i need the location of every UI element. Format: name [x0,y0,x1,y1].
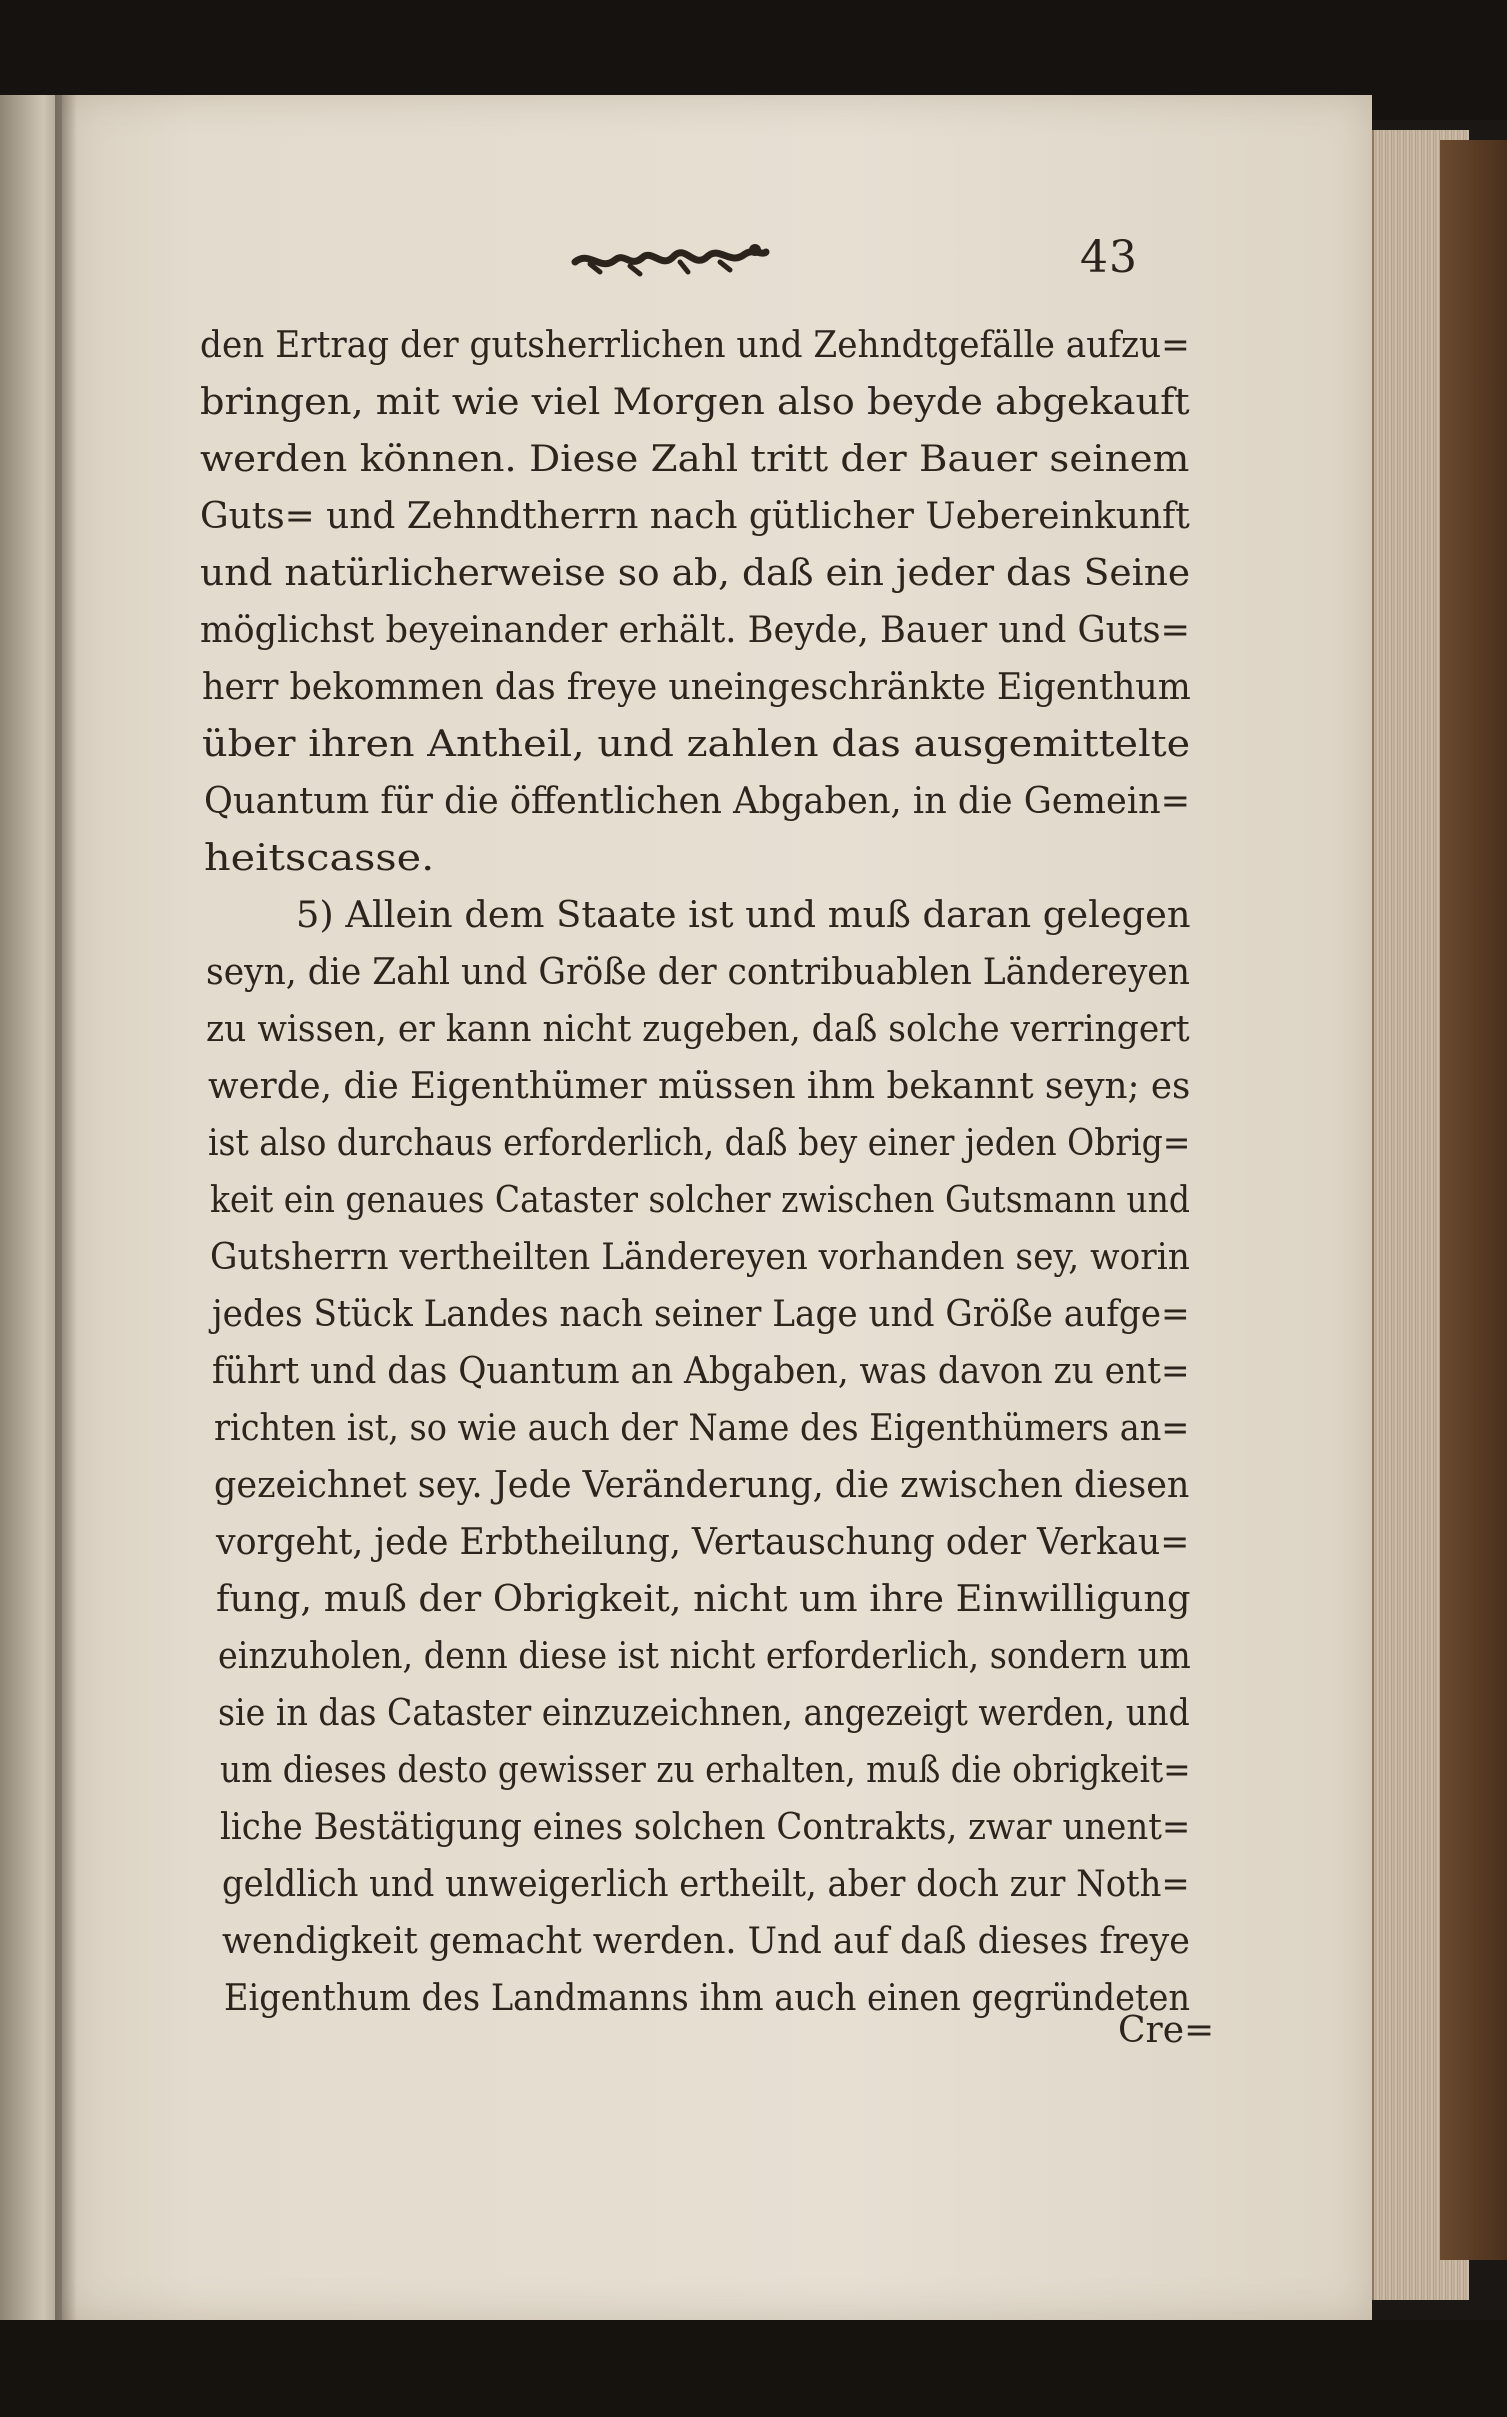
book-cover-edge [1440,140,1507,2260]
text-line: liche Bestätigung eines solchen Contrakts, zwar unent= [220,1807,1191,1848]
text-line: zu wissen, er kann nicht zugeben, daß solche verringert [206,1009,1190,1050]
text-line: jedes Stück Landes nach seiner Lage und Größe aufge= [212,1294,1190,1335]
text-line: werden können. Diese Zahl tritt der Bauer seinem [200,439,1190,480]
text-line: führt und das Quantum an Abgaben, was davon zu ent= [212,1351,1190,1392]
text-line: einzuholen, denn diese ist nicht erforderlich, sondern um [218,1636,1191,1677]
text-line: den Ertrag der gutsherrlichen und Zehndtgefälle aufzu= [200,325,1190,366]
text-line: bringen, mit wie viel Morgen also beyde abgekauft [200,382,1190,423]
spine-shadow [55,95,77,2325]
text-line: Gutsherrn vertheilten Ländereyen vorhanden sey, worin [210,1237,1190,1278]
catchword: Cre= [1118,2010,1215,2051]
text-line: 5) Allein dem Staate ist und muß daran gelegen [296,895,1191,936]
text-line: keit ein genaues Cataster solcher zwischen Gutsmann und [210,1180,1190,1221]
text-line: Quantum für die öffentlichen Abgaben, in die Gemein= [204,781,1191,822]
text-line: richten ist, so wie auch der Name des Eigenthümers an= [214,1408,1190,1449]
text-line: ist also durchaus erforderlich, daß bey einer jeden Obrig= [208,1123,1191,1164]
background-bottom [0,2320,1507,2417]
text-line: um dieses desto gewisser zu erhalten, muß die obrigkeit= [220,1750,1191,1791]
text-line: und natürlicherweise so ab, daß ein jeder das Seine [200,553,1191,594]
text-line: heitscasse. [204,838,435,879]
text-line: möglichst beyeinander erhält. Beyde, Bauer und Guts= [200,610,1191,651]
text-line: fung, muß der Obrigkeit, nicht um ihre Einwilligung [216,1579,1191,1620]
text-line: Eigenthum des Landmanns ihm auch einen gegründeten [224,1978,1191,2019]
text-line: sie in das Cataster einzuzeichnen, angezeigt werden, und [218,1693,1190,1734]
text-line: werde, die Eigenthümer müssen ihm bekannt seyn; es [208,1066,1191,1107]
text-line: herr bekommen das freye uneingeschränkte Eigenthum [202,667,1191,708]
text-line: seyn, die Zahl und Größe der contribuablen Ländereyen [206,952,1190,993]
text-line: geldlich und unweigerlich ertheilt, aber doch zur Noth= [222,1864,1190,1905]
text-line: über ihren Antheil, und zahlen das ausgemittelte [202,724,1191,765]
text-line: gezeichnet sey. Jede Veränderung, die zwischen diesen [214,1465,1190,1506]
ornament-headpiece-icon [570,232,770,282]
text-line: vorgeht, jede Erbtheilung, Vertauschung oder Verkau= [216,1522,1190,1563]
text-line: wendigkeit gemacht werden. Und auf daß dieses freye [222,1921,1190,1962]
page-number: 43 [1080,232,1138,283]
text-line: Guts= und Zehndtherrn nach gütlicher Uebereinkunft [200,496,1190,537]
